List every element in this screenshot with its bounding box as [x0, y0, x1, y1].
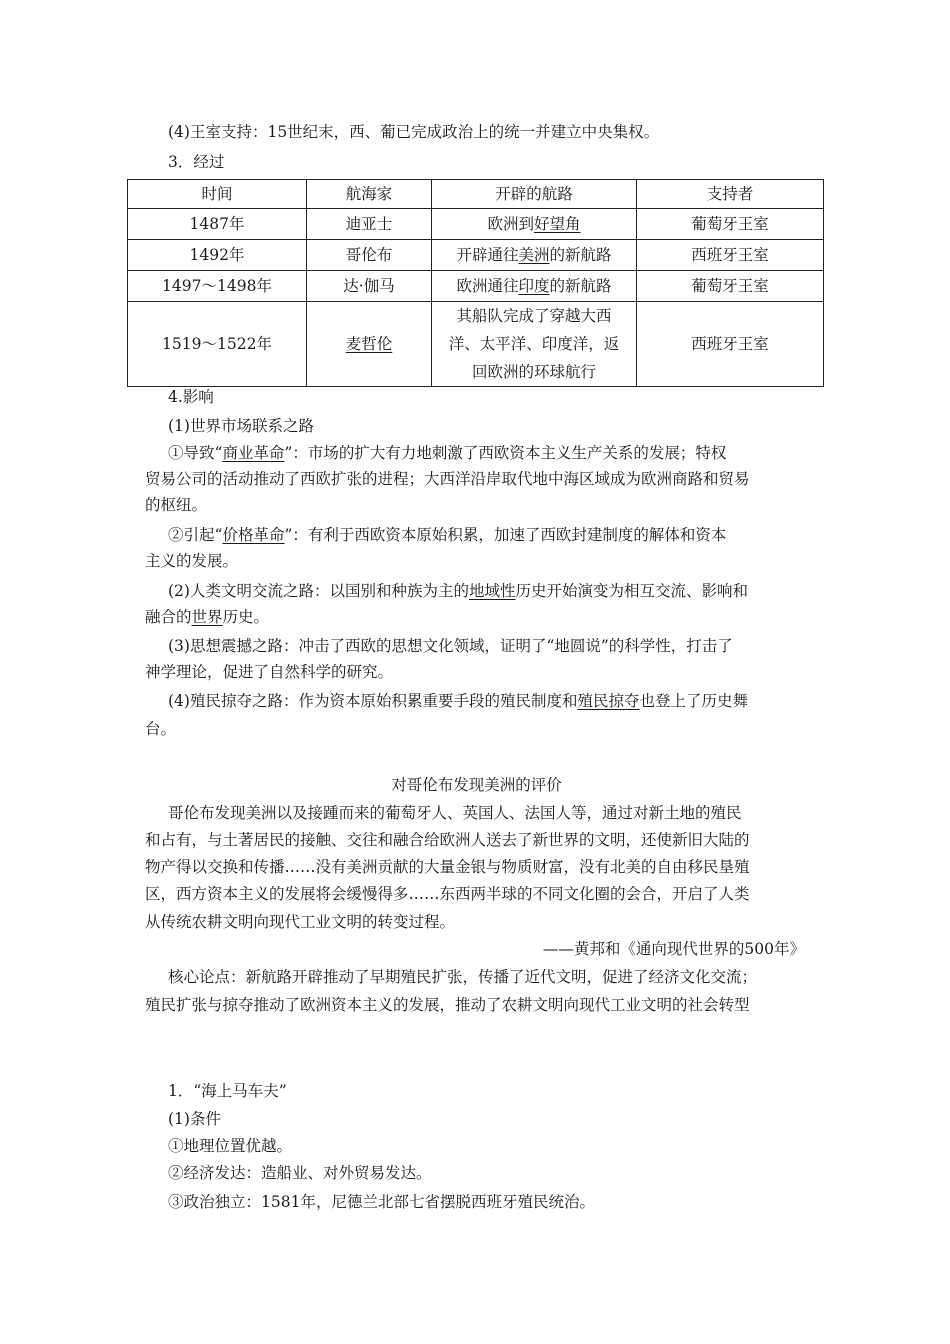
table-cell: 西班牙王室 [637, 302, 824, 387]
table-cell: 开辟通往美洲的新航路 [432, 240, 637, 271]
section-heading: 3．经过 [168, 153, 225, 171]
core-point: 核心论点：新航路开辟推动了早期殖民扩张，传播了近代文明，促进了经济文化交流； [168, 968, 758, 986]
text-line: 贸易公司的活动推动了西欧扩张的进程；大西洋沿岸取代地中海区域成为欧洲商路和贸易 [145, 470, 750, 488]
table-row [128, 302, 824, 387]
table-row [128, 240, 824, 271]
text-line: (4)王室支持：15世纪末，西、葡已完成政治上的统一并建立中央集权。 [168, 123, 660, 141]
table-header-row [128, 180, 824, 209]
text-line: (2)人类文明交流之路：以国别和种族为主的地域性历史开始演变为相互交流、影响和 [168, 582, 748, 600]
table-cell: 其船队完成了穿越大西 洋、太平洋、印度洋，返 回欧洲的环球航行 [432, 302, 637, 387]
excerpt-title: 对哥伦布发现美洲的评价 [391, 776, 562, 794]
table-cell: 1492年 [128, 240, 307, 271]
excerpt-line: 从传统农耕文明向现代工业文明的转变过程。 [145, 913, 456, 931]
text-line: 主义的发展。 [145, 552, 239, 570]
table-cell: 1487年 [128, 209, 307, 240]
table-cell: 1497～1498年 [128, 271, 307, 302]
excerpt-line: 哥伦布发现美洲以及接踵而来的葡萄牙人、英国人、法国人等，通过对新土地的殖民 [168, 804, 742, 822]
table-cell: 西班牙王室 [637, 240, 824, 271]
table-row [128, 209, 824, 240]
header-cell: 时间 [128, 180, 307, 209]
table-cell: 迪亚士 [307, 209, 432, 240]
text-line: (3)思想震撼之路：冲击了西欧的思想文化领域，证明了“地圆说”的科学性，打击了 [168, 637, 733, 655]
text-line: 融合的世界历史。 [145, 608, 270, 626]
header-cell: 开辟的航路 [432, 180, 637, 209]
text-line: (4)殖民掠夺之路：作为资本原始积累重要手段的殖民制度和殖民掠夺也登上了历史舞 [168, 692, 748, 710]
text-line: 神学理论，促进了自然科学的研究。 [145, 663, 394, 681]
core-point: 殖民扩张与掠夺推动了欧洲资本主义的发展，推动了农耕文明向现代工业文明的社会转型 [145, 996, 750, 1014]
header-cell: 航海家 [307, 180, 432, 209]
table-row [128, 271, 824, 302]
text-line: 台。 [145, 720, 177, 738]
table-cell: 1519～1522年 [128, 302, 307, 387]
header-cell: 支持者 [637, 180, 824, 209]
table-cell: 欧洲通往印度的新航路 [432, 271, 637, 302]
text-line: ①导致“商业革命”：市场的扩大有力地刺激了西欧资本主义生产关系的发展；特权 [168, 444, 727, 462]
table-cell: 葡萄牙王室 [637, 209, 824, 240]
text-line: 的枢纽。 [145, 496, 208, 514]
table-cell: 欧洲到好望角 [432, 209, 637, 240]
excerpt-source: ——黄邦和《通向现代世界的500年》 [542, 940, 805, 958]
text-line: ②引起“价格革命”：有利于西欧资本原始积累，加速了西欧封建制度的解体和资本 [168, 526, 727, 544]
excerpt-line: 区，西方资本主义的发展将会缓慢得多……东西两半球的不同文化圈的会合，开启了人类 [145, 885, 750, 903]
table-cell: 哥伦布 [307, 240, 432, 271]
section-heading: 1．“海上马车夫” [168, 1082, 287, 1100]
text-line: ③政治独立：1581年，尼德兰北部七省摆脱西班牙殖民统治。 [168, 1193, 595, 1211]
text-line: (1)条件 [168, 1110, 221, 1128]
table-cell: 葡萄牙王室 [637, 271, 824, 302]
voyages-table [127, 179, 824, 387]
excerpt-line: 物产得以交换和传播……没有美洲贡献的大量金银与物质财富，没有北美的自由移民垦殖 [145, 858, 750, 876]
text-line: ②经济发达：造船业、对外贸易发达。 [168, 1164, 432, 1182]
text-line: (1)世界市场联系之路 [168, 417, 314, 435]
excerpt-line: 和占有，与土著居民的接触、交往和融合给欧洲人送去了新世界的文明，还使新旧大陆的 [145, 831, 750, 849]
table-cell: 麦哲伦 [307, 302, 432, 387]
text-line: ①地理位置优越。 [168, 1137, 293, 1155]
section-heading: 4.影响 [168, 388, 214, 406]
table-cell: 达·伽马 [307, 271, 432, 302]
